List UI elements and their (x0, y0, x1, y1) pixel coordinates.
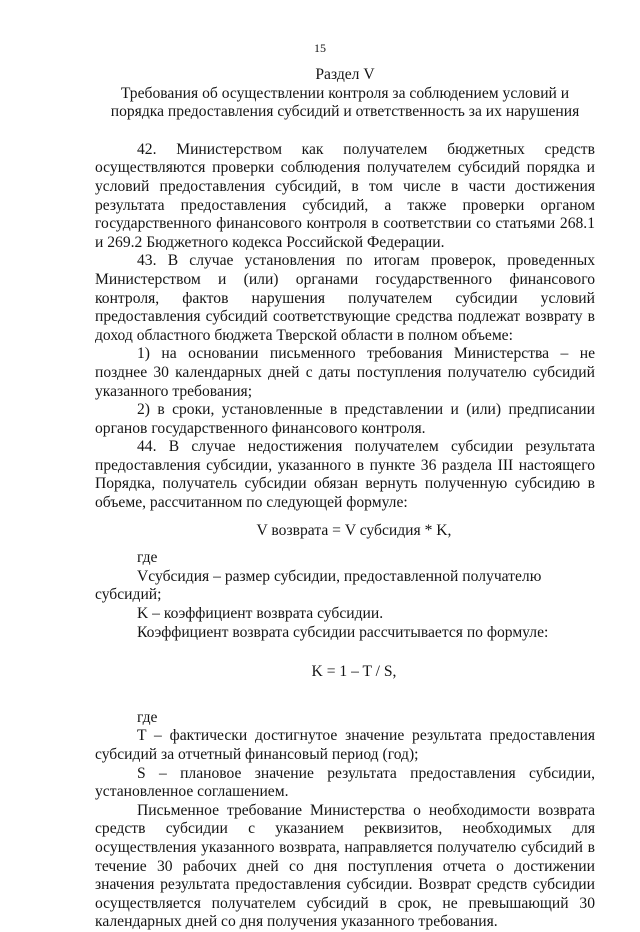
definition-vsubsidy: Vсубсидия – размер субсидии, предоставленной получателю субсидий; (95, 567, 542, 604)
section-heading: Требования об осуществлении контроля за соблюдением условий и порядка предоставления субсидий и ответственность за их нарушения (110, 84, 580, 121)
document-body (95, 66, 595, 932)
formula-return-volume: V возврата = V субсидия * K, (256, 521, 452, 539)
definition-k: K – коэффициент возврата субсидии. (137, 605, 384, 623)
paragraph-44: 44. В случае недостижения получателем субсидии результата предоставления субсидии, указанного в пункте 36 раздела III настоящего Порядка, получатель субсидии обязан вернуть полученную субсидию в объеме, рассчитанном по следующей формуле: (95, 438, 595, 512)
paragraph-43: 43. В случае установления по итогам проверок, проведенных Министерством и (или) органами государственного финансового контроля, фактов нарушения получателем субсидии условий предоставления субсидий соответствующие средства подлежат возврату в доход областного бюджета Тверской области в полном объеме: (95, 252, 595, 344)
where-label-1: где (137, 549, 158, 567)
paragraph-42: 42. Министерством как получателем бюджетных средств осуществляются проверки соблюдения получателем субсидий порядка и условий предоставления субсидий, в том числе в части достижения результата предоставления субсидий, а также проверки органом государственного финансового контроля в соответствии со статьями 268.1 и 269.2 Бюджетного кодекса Российской Федерации. (95, 140, 595, 251)
where-label-2: где (137, 708, 158, 726)
definition-t: T – фактически достигнутое значение результата предоставления субсидий за отчетный финансовый период (год); (95, 727, 595, 763)
paragraph-43-item-2: 2) в сроки, установленные в представлении и (или) предписании органов государственного финансового контроля. (95, 401, 595, 437)
section-title: Раздел V (315, 66, 375, 83)
k-calculation-intro: Коэффициент возврата субсидии рассчитывается по формуле: (137, 623, 549, 641)
paragraph-43-item-1: 1) на основании письменного требования Министерства – не позднее 30 календарных дней с даты поступления получателю субсидий указанного требования; (95, 345, 595, 400)
page-number: 15 (314, 41, 326, 55)
formula-return-coefficient: K = 1 – T / S, (311, 663, 397, 681)
paragraph-return-requirement: Письменное требование Министерства о необходимости возврата средств субсидии с указанием реквизитов, необходимых для осуществления указанного возврата, направляется получателю субсидий в течение 30 рабочих дней со дня поступления отчета о достижении значения результата предоставления субсидии. Возврат средств субсидии осуществляется получателем субсидий в срок, не превышающий 30 календарных дней со дня получения указанного требования. (95, 801, 595, 931)
definition-s: S – плановое значение результата предоставления субсидии, установленное соглашением. (95, 764, 595, 801)
